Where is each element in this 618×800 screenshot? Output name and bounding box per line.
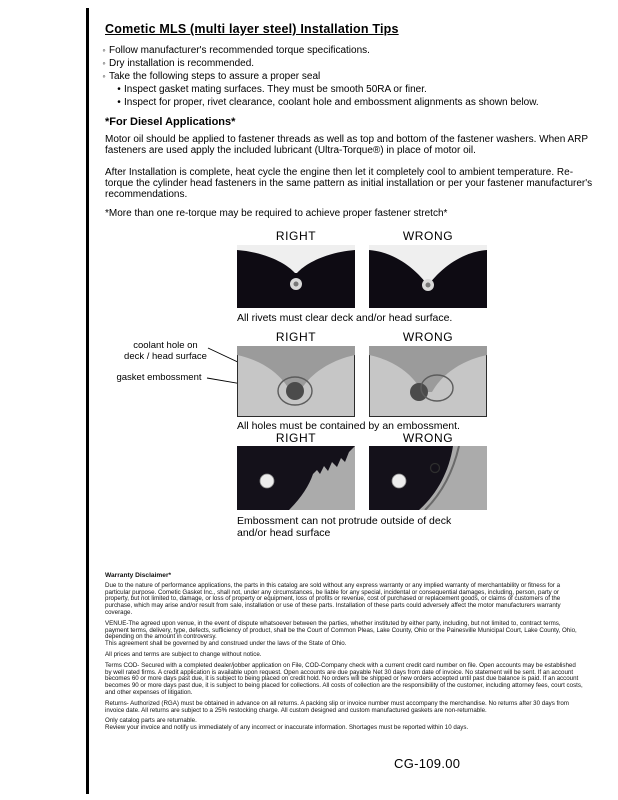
warranty-paragraph: All prices and terms are subject to change without notice. (105, 650, 262, 658)
list-item (99, 44, 599, 57)
retorque-note: *More than one re-torque may be required to achieve proper fastener stretch* (105, 208, 448, 219)
left-margin-rule (86, 8, 89, 794)
callout-coolant-line1: coolant hole on (133, 340, 198, 351)
list-item (114, 96, 599, 109)
warranty-paragraph: Returns- Authorized (RGA) must be obtained in advance on all returns. A packing slip or invoice number must accompany the merchandise. No returns after 30 days from invoice date. All returns are subject to a 25% restocking charge. All custom designed and custom manufactured gaskets are non-returnable. (105, 699, 569, 714)
warranty-paragraph: Review your invoice and notify us immediately of any incorrect or inaccurate information. Shortages must be reported within 10 days. (105, 724, 469, 732)
tip-text: Take the following steps to assure a proper seal (109, 71, 321, 82)
diesel-applications-heading: *For Diesel Applications* (105, 116, 236, 128)
caption-rivet-clearance: All rivets must clear deck and/or head surface. (237, 312, 453, 324)
disc-bullet-icon: • (117, 97, 121, 108)
list-item (99, 70, 599, 83)
right-label-row3: RIGHT (275, 431, 317, 445)
warranty-section (105, 573, 583, 736)
warranty-heading: Warranty Disclaimer* (105, 572, 172, 579)
callout-coolant-line2: deck / head surface (124, 351, 207, 362)
diagram-embossment-protrusion-right-image (237, 446, 355, 510)
tip-text: Dry installation is recommended. (109, 58, 255, 69)
tip-text: Inspect for proper, rivet clearance, coolant hole and embossment alignments as shown below. (124, 97, 539, 108)
tip-text: Follow manufacturer's recommended torque specifications. (109, 45, 370, 56)
circle-bullet-icon: ◦ (102, 71, 106, 81)
wrong-label-row3: WRONG (402, 431, 454, 445)
caption-embossment-protrusion: Embossment can not protrude outside of deck and/or head surface (237, 515, 452, 539)
list-item (99, 57, 599, 70)
callout-coolant-hole (118, 340, 213, 362)
right-label-row1: RIGHT (275, 229, 317, 243)
install-tips-list (99, 44, 599, 109)
warranty-paragraph: Only catalog parts are returnable. (105, 717, 197, 725)
page-code: CG-109.00 (394, 756, 461, 771)
diagram-embossment-protrusion-wrong-image (369, 446, 487, 510)
warranty-paragraph: VENUE-The agreed upon venue, in the event of dispute whatsoever between the parties, whether instituted by either party, including, but not limited to, contract terms, payment terms, delivery, type, defects, sufficiency of product, shall be the Court of Common Pleas, Lake County, Ohio or the Painesville Municipal Court, Lake County, Ohio, depending on the amount in controversy. (105, 619, 577, 641)
diagram-hole-embossment-right-image (237, 346, 355, 417)
caption-hole-embossment: All holes must be contained by an embossment. (237, 420, 460, 432)
diagram-hole-embossment-wrong-image (369, 346, 487, 417)
diesel-paragraph-2: After Installation is complete, heat cycle the engine then let it completely cool to ambient temperature. Re-torque the cylinder head fasteners in the same pattern as initial installation or per your fastener manufacturer's recommendations. (105, 167, 593, 200)
right-label-row2: RIGHT (275, 330, 317, 344)
circle-bullet-icon: ◦ (102, 58, 106, 68)
list-item (114, 83, 599, 96)
circle-bullet-icon: ◦ (102, 45, 106, 55)
diagram-rivet-clearance-wrong-image (369, 245, 487, 308)
warranty-paragraph: Terms COD- Secured with a completed dealer/jobber application on File, COD-Company check with a current credit card number on file. Open accounts may be established by well rated firms. A credit application is available upon request. Open accounts are due payable Net 30 days from date of invoice. No statement will be sent. If an account becomes 60 or more days past due, it is subject to being placed on credit hold. No orders will be shipped or new orders accepted until past due balance is paid. If an account becomes 90 or more days past due, it is subject to being placed for collections. All costs of collection are the responsibility of the customer, including attorney fees, court costs, and other expenses of litigation. (105, 661, 583, 696)
page-title: Cometic MLS (multi layer steel) Installation Tips (105, 22, 399, 36)
disc-bullet-icon: • (117, 84, 121, 95)
warranty-paragraph: This agreement shall be governed by and construed under the laws of the State of Ohio. (105, 640, 347, 648)
callout-gasket-embossment: gasket embossment (116, 372, 202, 383)
diesel-paragraph-1: Motor oil should be applied to fastener threads as well as top and bottom of the fastener washers. When ARP fasteners are used apply the included lubricant (Ultra-Torque®) in place of motor oil. (105, 134, 588, 156)
diagram-rivet-clearance-right-image (237, 245, 355, 308)
wrong-label-row1: WRONG (402, 229, 454, 243)
tip-text: Inspect gasket mating surfaces. They must be smooth 50RA or finer. (124, 84, 427, 95)
warranty-paragraph: Due to the nature of performance applications, the parts in this catalog are sold without any express warranty or any implied warranty of merchantability or fitness for a particular purpose. Cometic Gasket Inc., shall not, under any circumstances, be liable for any special, incidental or consequential damages, including, person, party or property, but not limited to, damage, or loss of property or equipment, loss of profits or revenue, cost of purchased or replacement goods, or claims of customers of the purchase, which may arise and/or result from sale, installation or use of these parts. Installation of these parts could adversely affect the motor manufacturers warranty coverage. (105, 581, 561, 616)
wrong-label-row2: WRONG (402, 330, 454, 344)
